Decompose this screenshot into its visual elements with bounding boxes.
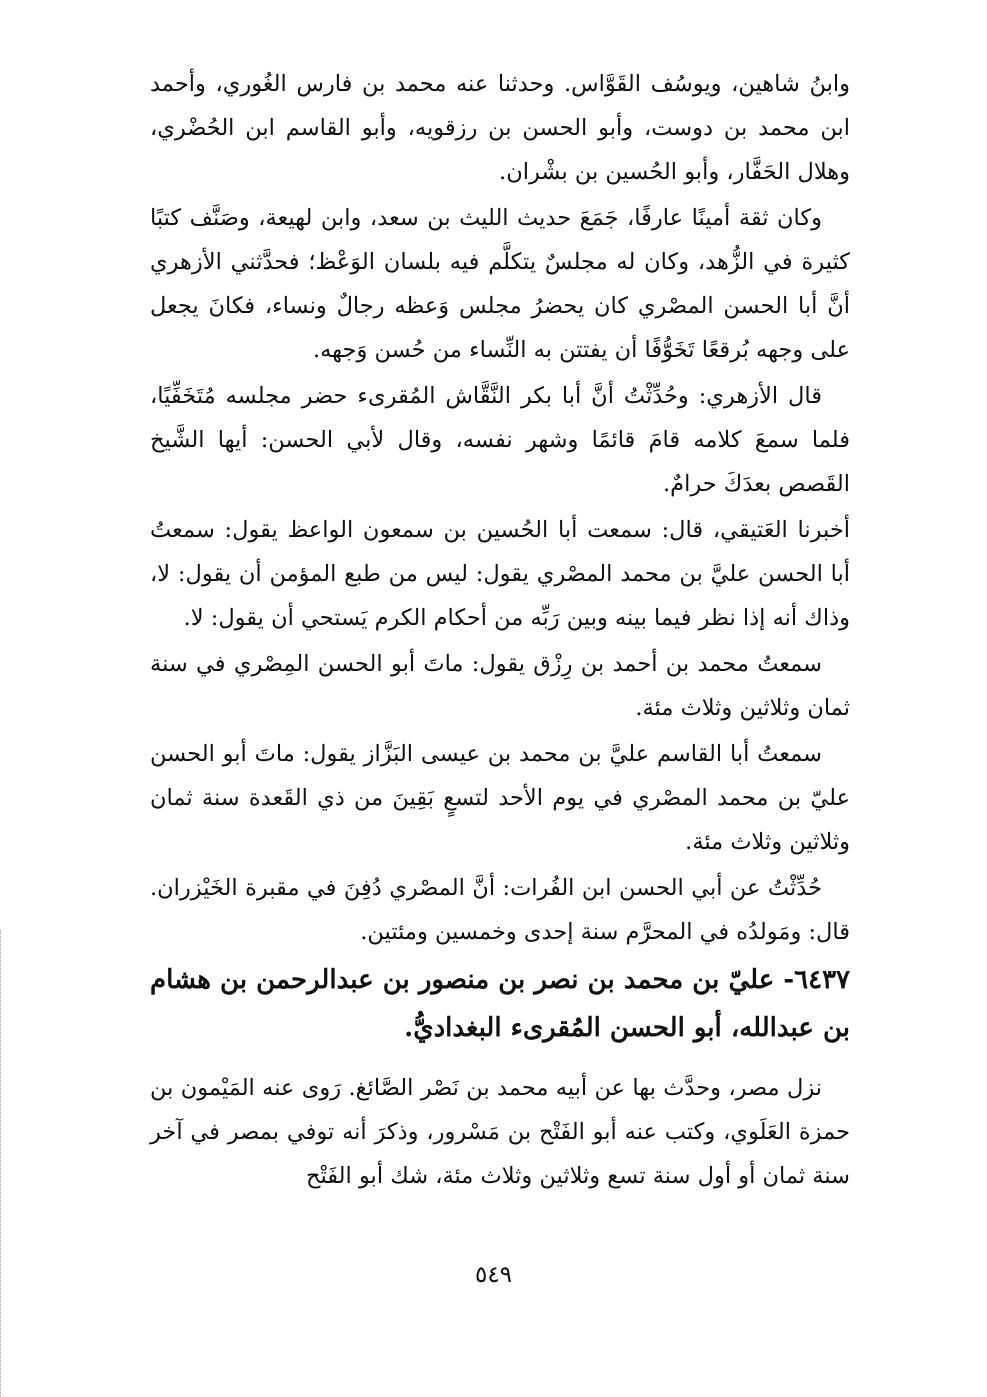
page-number: ٥٤٩ <box>474 1262 513 1288</box>
paragraph-death-rizq: سمعتُ محمد بن أحمد بن رِزْق يقول: ماتَ أبو الحسن المِصْري في سنة ثمان وثلاثين وثلاث مئة. <box>150 651 850 721</box>
binding-edge-marks <box>0 930 5 1397</box>
paragraph-continuation: وابنُ شاهين، ويوسُف القَوَّاس. وحدثنا عنه محمد بن فارس الغُوري، وأحمد ابن محمد بن دوست، وأبو الحسن بن رزقويه، وأبو القاسم ابن الحُضْري، وهلال الحَفَّار، وأبو الحُسين بن بشْران. <box>150 71 850 185</box>
paragraph-death-bazzaz: سمعتُ أبا القاسم عليَّ بن محمد بن عيسى البَزَّاز يقول: ماتَ أبو الحسن عليّ بن محمد المصْري في يوم الأحد لتسعٍ بَقِينَ من ذي القَعدة سنة ثمان وثلاثين وثلاث مئة. <box>150 741 850 855</box>
paragraph-new-entry: نزل مصر، وحدَّث بها عن أبيه محمد بن نَصْر الصَّائغ. رَوى عنه المَيْمون بن حمزة العَلَوي، وكتب عنه أبو الفَتْح بن مَسْرور، وذكرَ أنه توفي بمصر في آخر سنة ثمان أو أول سنة تسع وثلاثين وثلاث مئة، شك أبو الفَتْح <box>150 1075 850 1189</box>
paragraph-ateeqi-report: أخبرنا العَتيقي، قال: سمعت أبا الحُسين بن سمعون الواعظ يقول: سمعتُ أبا الحسن عليَّ بن محمد المصْري يقول: ليس من طبع المؤمن أن يقول: لا، وذاك أنه إذا نظر فيما بينه وبين رَبِّه من أحكام الكرم يَستحي أن يقول: لا. <box>150 517 850 631</box>
entry-heading: ٦٤٣٧- عليّ بن محمد بن نصر بن منصور بن عبدالرحمن بن هشام بن عبدالله، أبو الحسن المُقرىء البغداديُّ. <box>150 965 850 1043</box>
paragraph-azhari-report: قال الأزهري: وحُدِّثْتُ أنَّ أبا بكر النَّقَّاش المُقرىء حضر مجلسه مُتَخَفِّيًا، فلما سمعَ كلامه قامَ قائمًا وشهر نفسه، وقال لأبي الحسن: أيها الشَّيخ القَصص بعدَكَ حرامٌ. <box>150 383 850 497</box>
paragraph-biography: وكان ثقة أمينًا عارفًا، جَمَعَ حديث الليث بن سعد، وابن لهيعة، وصَنَّف كتبًا كثيرة في الزُّهد، وكان له مجلسٌ يتكلَّم فيه بلسان الوَعْظ؛ فحدَّثني الأزهري أنَّ أبا الحسن المصْري كان يحضرُ مجلس وَعظه رجالٌ ونساء، فكانَ يجعل على وجهه بُرقعًا تَخَوُّفًا أن يفتتن به النِّساء من حُسن وَجهه. <box>150 205 850 363</box>
main-text-column <box>150 62 850 1200</box>
paragraph-burial: حُدِّثْتُ عن أبي الحسن ابن الفُرات: أنَّ المصْري دُفِنَ في مقبرة الخَيْزران. قال: ومَولدُه في المحرَّم سنة إحدى وخمسين ومئتين. <box>150 875 850 945</box>
